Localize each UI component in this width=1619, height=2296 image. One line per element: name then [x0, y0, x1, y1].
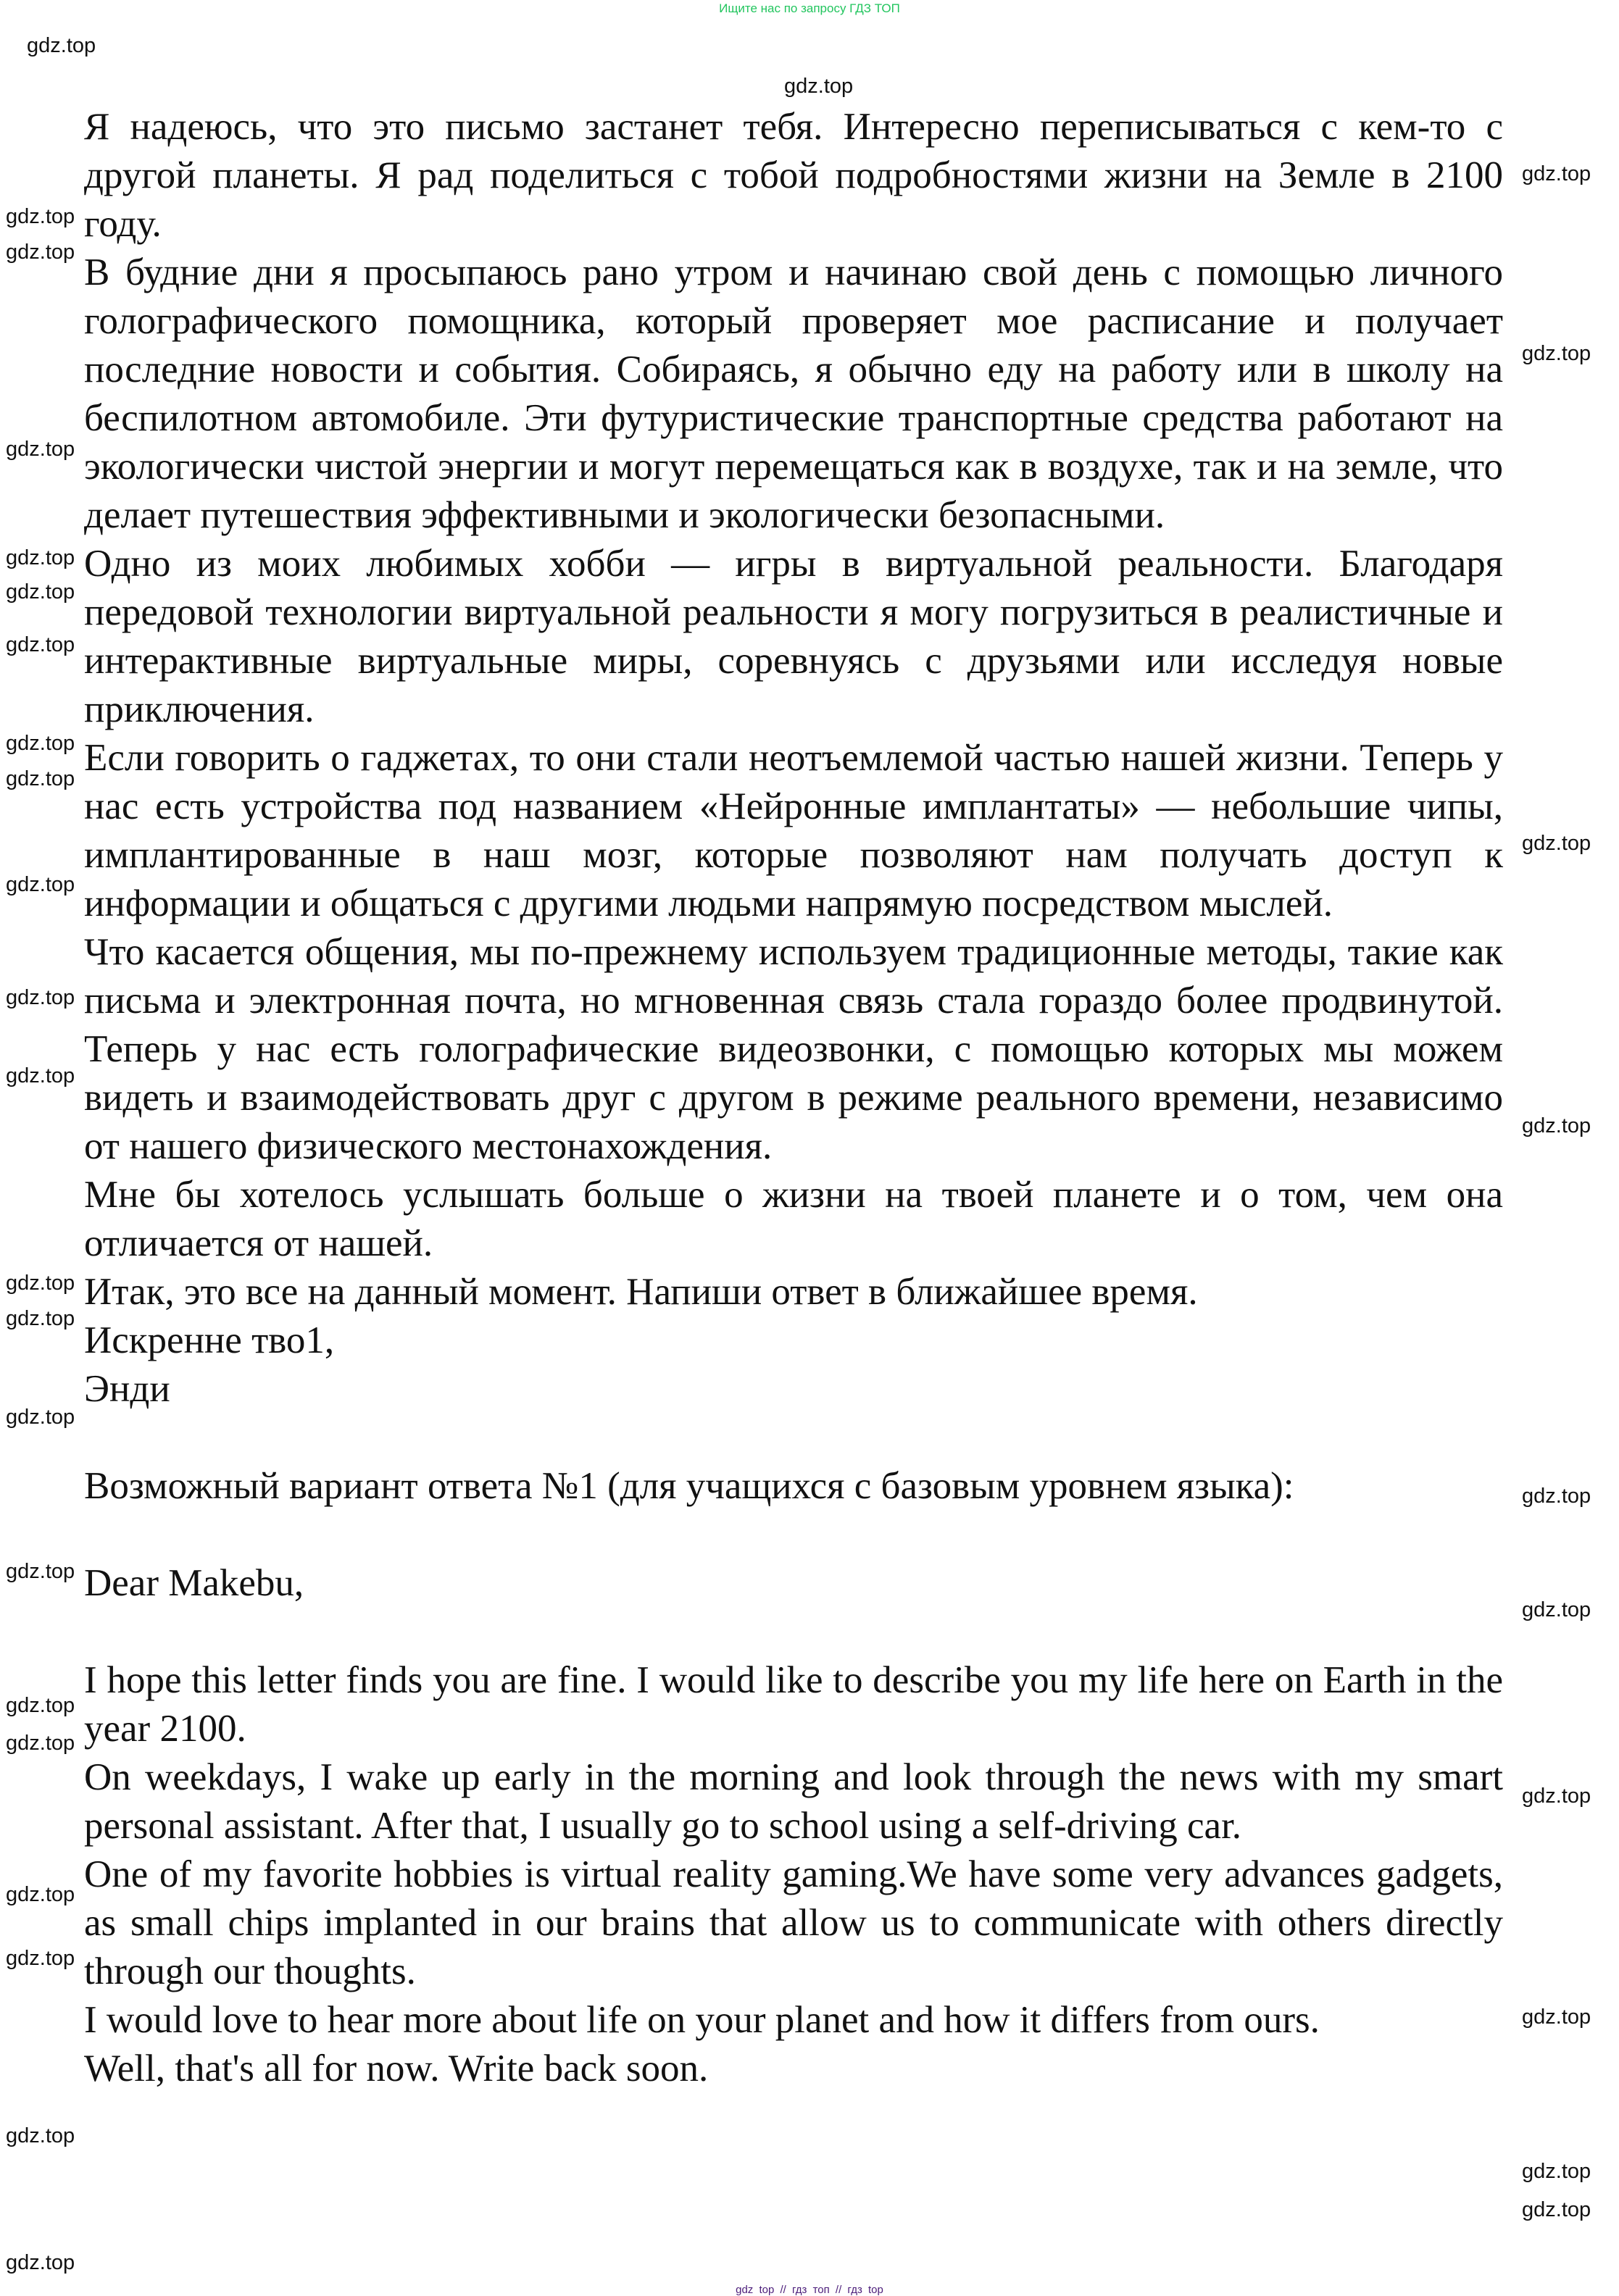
paragraph: Итак, это все на данный момент. Напиши ответ в ближайшее время. — [84, 1271, 1198, 1313]
watermark: gdz.top — [1522, 1485, 1591, 1508]
watermark: gdz.top — [6, 1947, 75, 1970]
watermark: gdz.top — [6, 1560, 75, 1583]
watermark: gdz.top — [6, 205, 75, 228]
document-body — [84, 103, 1503, 2093]
watermark: gdz.top — [6, 1406, 75, 1429]
paragraph: I hope this letter finds you are fine. I would like to describe you my life here on Earth in the year 2100. — [84, 1659, 1503, 1750]
watermark: gdz.top — [6, 633, 75, 656]
watermark: gdz.top — [6, 2251, 75, 2274]
spacer — [84, 1511, 1503, 1559]
paragraph: One of my favorite hobbies is virtual reality gaming.We have some very advances gadgets, as small chips implanted in our brains that allow us to communicate with others directly through our thoughts. — [84, 1853, 1503, 1992]
watermark: gdz.top — [6, 1064, 75, 1088]
watermark: gdz.top — [6, 873, 75, 896]
signature-name: Энди — [84, 1368, 170, 1410]
paragraph: Я надеюсь, что это письмо застанет тебя. Интересно переписываться с кем-то с другой планеты. Я рад поделиться с тобой подробностями жизни на Земле в 2100 году. — [84, 106, 1503, 245]
greeting: Dear Makebu, — [84, 1562, 304, 1604]
watermark: gdz.top — [1522, 832, 1591, 855]
watermark: gdz.top — [6, 732, 75, 755]
footer-links: gdz top // гдз топ // гдз top — [736, 2284, 883, 2296]
paragraph: Если говорить о гаджетах, то они стали неотъемлемой частью нашей жизни. Теперь у нас есть устройства под названием «Нейронные имплантаты» — небольшие чипы, имплантированные в наш мозг, которые позволяют нам получать доступ к информации и общаться с другими людьми напрямую посредством мыслей. — [84, 737, 1503, 924]
paragraph: В будние дни я просыпаюсь рано утром и начинаю свой день с помощью личного голографического помощника, который проверяет мое расписание и получает последние новости и события. Собираясь, я обычно еду на работу или в школу на беспилотном автомобиле. Эти футуристические транспортные средства работают на экологически чистой энергии и могут перемещаться как в воздухе, так и на земле, что делает путешествия эффективными и экологически безопасными. — [84, 251, 1503, 536]
watermark: gdz.top — [1522, 2198, 1591, 2221]
paragraph: On weekdays, I wake up early in the morning and look through the news with my smart personal assistant. After that, I usually go to school using a self-driving car. — [84, 1756, 1503, 1847]
watermark: gdz.top — [6, 241, 75, 264]
watermark: gdz.top — [6, 767, 75, 790]
paragraph: I would love to hear more about life on your planet and how it differs from ours. — [84, 1999, 1320, 2041]
watermark: gdz.top — [1522, 1784, 1591, 1808]
watermark: gdz.top — [6, 580, 75, 604]
watermark: gdz.top — [1522, 2160, 1591, 2183]
watermark: gdz.top — [27, 34, 96, 57]
watermark: gdz.top — [6, 1732, 75, 1755]
watermark: gdz.top — [6, 1272, 75, 1295]
watermark: gdz.top — [1522, 2005, 1591, 2029]
watermark: gdz.top — [6, 1307, 75, 1330]
watermark: gdz.top — [6, 2124, 75, 2147]
spacer — [84, 1414, 1503, 1462]
watermark: gdz.top — [6, 986, 75, 1009]
watermark: gdz.top — [6, 1694, 75, 1717]
watermark: gdz.top — [1522, 1114, 1591, 1137]
watermark: gdz.top — [1522, 162, 1591, 185]
search-banner: Ищите нас по запросу ГДЗ ТОП — [719, 1, 900, 15]
paragraph: Одно из моих любимых хобби — игры в виртуальной реальности. Благодаря передовой технологии виртуальной реальности я могу погрузиться в реалистичные и интерактивные виртуальные миры, соревнуясь с друзьями или исследуя новые приключения. — [84, 543, 1503, 730]
answer-heading: Возможный вариант ответа №1 (для учащихся с базовым уровнем языка): — [84, 1465, 1294, 1507]
watermark: gdz.top — [6, 546, 75, 569]
watermark: gdz.top — [784, 75, 854, 98]
watermark: gdz.top — [1522, 342, 1591, 365]
watermark: gdz.top — [6, 438, 75, 461]
paragraph: Well, that's all for now. Write back soon. — [84, 2047, 709, 2090]
paragraph: Мне бы хотелось услышать больше о жизни на твоей планете и о том, чем она отличается от нашей. — [84, 1174, 1503, 1264]
watermark: gdz.top — [1522, 1598, 1591, 1621]
paragraph: Что касается общения, мы по-прежнему используем традиционные методы, такие как письма и электронная почта, но мгновенная связь стала гораздо более продвинутой. Теперь у нас есть голографические видеозвонки, с помощью которых мы можем видеть и взаимодействовать друг с другом в режиме реального времени, независимо от нашего физического местонахождения. — [84, 931, 1503, 1167]
watermark: gdz.top — [6, 1883, 75, 1906]
spacer — [84, 1608, 1503, 1656]
signoff: Искренне тво1, — [84, 1319, 335, 1361]
